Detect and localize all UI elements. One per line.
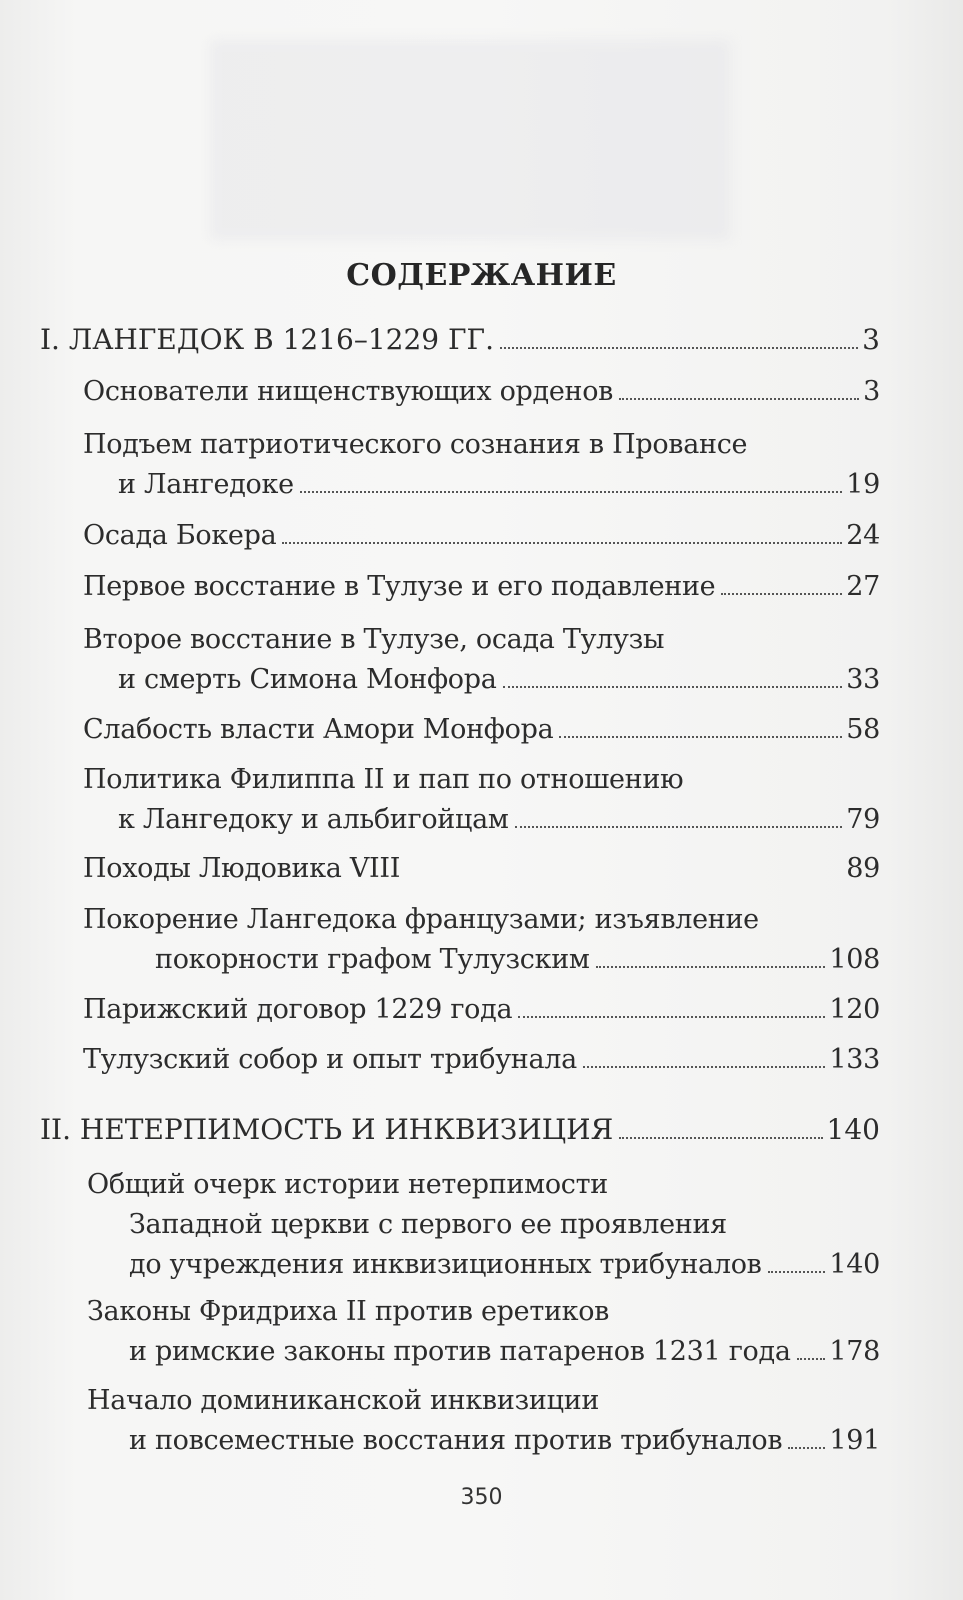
toc-chapter	[83, 990, 880, 1030]
dot-leader	[768, 1270, 826, 1273]
toc-page: 120	[829, 994, 880, 1025]
dot-leader	[515, 825, 843, 828]
toc-page: 24	[846, 520, 880, 551]
toc-chapter-line: и римские законы против патаренов 1231 года	[129, 1336, 791, 1367]
toc-page: 191	[829, 1425, 880, 1456]
toc-chapter	[83, 425, 880, 505]
toc-chapter-line: Второе восстание в Тулузе, осада Тулузы	[83, 624, 665, 655]
dot-leader	[797, 1357, 826, 1360]
toc-chapter-line: Походы Людовика VIII	[83, 853, 401, 884]
toc-chapter	[83, 516, 880, 556]
page-title: СОДЕРЖАНИЕ	[346, 258, 617, 293]
toc-page: 140	[829, 1249, 880, 1280]
toc-chapter	[83, 849, 880, 889]
toc-chapter-line: Политика Филиппа II и пап по отношению	[83, 764, 684, 795]
toc-page: 178	[829, 1336, 880, 1367]
dot-leader	[619, 1136, 822, 1139]
dot-leader	[583, 1065, 825, 1068]
toc-chapter-line: Тулузский собор и опыт трибунала	[83, 1044, 577, 1075]
toc-page: 89	[846, 853, 880, 884]
toc-chapter-line: Первое восстание в Тулузе и его подавление	[83, 571, 716, 602]
toc-chapter-line: покорности графом Тулузским	[155, 944, 590, 975]
toc-chapter-line: Основатели нищенствующих орденов	[83, 376, 614, 407]
toc-page: 3	[863, 376, 880, 407]
dot-leader	[406, 874, 842, 877]
dot-leader	[596, 965, 826, 968]
toc-part-heading: I. ЛАНГЕДОК В 1216–1229 ГГ.	[40, 323, 494, 356]
toc-chapter-line: и Лангедоке	[118, 469, 294, 500]
toc-chapter	[83, 760, 880, 840]
toc-chapter-line: Покорение Лангедока французами; изъявление	[83, 904, 759, 935]
dot-leader	[282, 541, 842, 544]
toc-chapter-line: Начало доминиканской инквизиции	[87, 1385, 600, 1416]
toc-chapter-line: Парижский договор 1229 года	[83, 994, 513, 1025]
dot-leader	[788, 1446, 825, 1449]
toc-chapter	[83, 567, 880, 607]
toc-page: 19	[846, 469, 880, 500]
toc-chapter-line: к Лангедоку и альбигойцам	[118, 804, 509, 835]
dot-leader	[559, 735, 842, 738]
dot-leader	[518, 1015, 825, 1018]
toc-chapter-line: и смерть Симона Монфора	[118, 664, 497, 695]
toc-page: 140	[826, 1113, 880, 1146]
toc-page: 27	[846, 571, 880, 602]
toc-chapter	[83, 620, 880, 700]
toc-page: 79	[846, 804, 880, 835]
dot-leader	[721, 592, 842, 595]
toc-part-1	[40, 320, 880, 360]
toc-chapter	[83, 900, 880, 980]
toc-page: 33	[846, 664, 880, 695]
toc-page: 58	[846, 714, 880, 745]
dot-leader	[500, 346, 858, 349]
toc-chapter-line: Законы Фридриха II против еретиков	[87, 1296, 610, 1327]
toc-page: 108	[829, 944, 880, 975]
toc-chapter	[87, 1292, 880, 1372]
toc-chapter-line: Подъем патриотического сознания в Провансе	[83, 429, 748, 460]
toc-chapter-line: и повсеместные восстания против трибуналов	[129, 1425, 783, 1456]
toc-chapter	[83, 372, 880, 412]
dot-leader	[300, 490, 842, 493]
toc-part-2	[40, 1110, 880, 1150]
toc-chapter	[83, 710, 880, 750]
toc-chapter-line: Осада Бокера	[83, 520, 277, 551]
toc-page: 133	[829, 1044, 880, 1075]
toc-chapter-line: Западной церкви с первого ее проявления	[129, 1209, 727, 1240]
toc-chapter-line: Слабость власти Амори Монфора	[83, 714, 554, 745]
toc-chapter	[87, 1381, 880, 1461]
toc-page: 3	[862, 323, 880, 356]
toc-chapter-line: Общий очерк истории нетерпимости	[87, 1169, 608, 1200]
dot-leader	[503, 685, 843, 688]
toc-chapter-line: до учреждения инквизиционных трибуналов	[129, 1249, 762, 1280]
toc-chapter	[83, 1040, 880, 1080]
toc-part-heading: II. НЕТЕРПИМОСТЬ И ИНКВИЗИЦИЯ	[40, 1113, 614, 1146]
page-number: 350	[460, 1485, 503, 1510]
dot-leader	[619, 397, 859, 400]
toc-chapter	[87, 1165, 880, 1285]
